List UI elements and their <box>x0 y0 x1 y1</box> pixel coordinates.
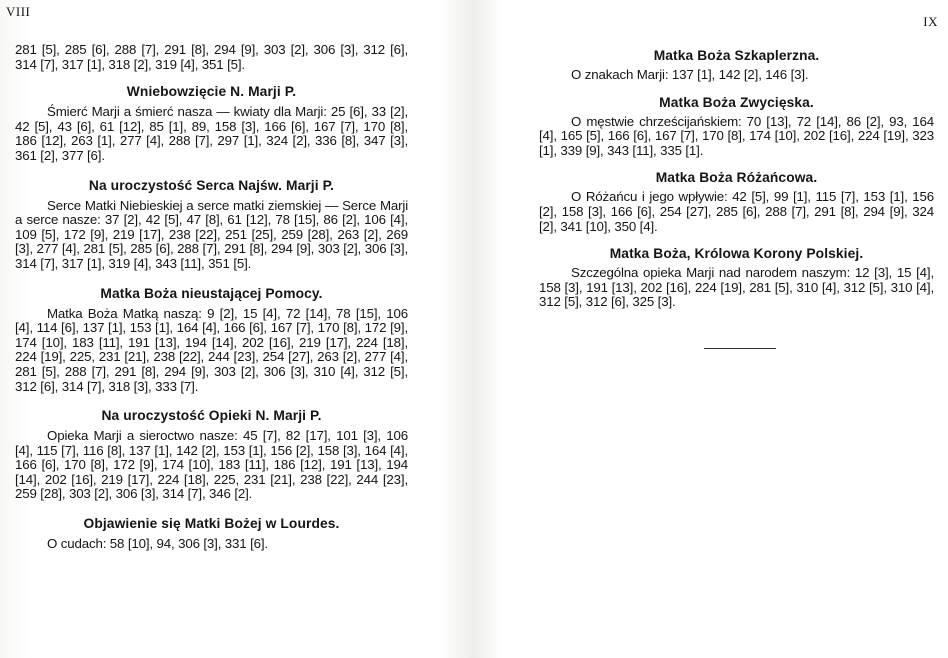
section-text-scapular: O znakach Marji: 137 [1], 142 [2], 146 [3]. <box>571 67 809 82</box>
section-heading-queen-poland: Matka Boża, Królowa Korony Polskiej. <box>609 246 864 262</box>
right-page <box>472 0 948 658</box>
section-heading-heart: Na uroczystość Serca Najśw. Marji P. <box>88 177 335 193</box>
section-heading-scapular: Matka Boża Szkaplerzna. <box>653 48 820 63</box>
section-text-lourdes: O cudach: 58 [10], 94, 306 [3], 331 [6]. <box>47 536 268 552</box>
section-divider-rule <box>704 348 776 349</box>
section-text-victorious: O męstwie chrześcijańskiem: 70 [13], 72 [14], 86 [2], 93, 164 [4], 165 [5], 166 [6], 167 [7], 170 [8], 174 [10], 202 [16], 224 [19], 323 [1], 339 [9], 343 [11], 335 [1]. <box>539 113 934 158</box>
section-heading-victorious: Matka Boża Zwycięska. <box>659 94 814 110</box>
section-text-heart: Serce Matki Niebieskiej a serce matki ziemskiej — Serce Marji a serce nasze: 37 [2], 42 [5], 47 [8], 61 [12], 78 [15], 86 [2], 106 [4], 109 [5], 172 [9], 219 [17], 238 [22], 251 [25], 259 [28], 263 [2], 269 [3], 277 [4], 281 [5], 285 [6], 288 [7], 291 [8], 294 [9], 303 [2], 306 [3], 314 [7], 317 [1], 319 [4], 343 [11], 351 [5]. <box>15 197 408 271</box>
section-text-queen-poland: Szczególna opieka Marji nad narodem naszym: 12 [3], 15 [4], 158 [3], 191 [13], 202 [16], 224 [19], 281 [5], 310 [4], 312 [5], 310 [4], 312 [5], 312 [6], 325 [3]. <box>539 265 934 310</box>
section-heading-protection: Na uroczystość Opieki N. Marji P. <box>101 408 322 424</box>
section-text-rosary: O Różańcu i jego wpływie: 42 [5], 99 [1], 115 [7], 153 [1], 156 [2], 158 [3], 166 [6], 254 [27], 285 [6], 288 [7], 291 [8], 294 [9], 324 [2], 341 [10], 350 [4]. <box>539 189 934 234</box>
section-text-protection: Opieka Marji a sieroctwo nasze: 45 [7], 82 [17], 101 [3], 106 [4], 115 [7], 116 [8], 137 [1], 142 [2], 153 [1], 156 [2], 158 [3], 164 [4], 166 [6], 170 [8], 172 [9], 174 [10], 183 [11], 186 [12], 191 [13], 194 [14], 202 [16], 219 [17], 224 [18], 225, 231 [21], 238 [22], 244 [23], 259 [28], 303 [2], 306 [3], 314 [7], 346 [2]. <box>15 428 408 502</box>
section-heading-rosary: Matka Boża Różańcowa. <box>655 170 818 186</box>
left-column <box>15 43 408 552</box>
right-column <box>539 48 934 310</box>
page-number-left: VIII <box>6 4 31 19</box>
section-text-perpetual-help: Matka Boża Matką naszą: 9 [2], 15 [4], 72 [14], 78 [15], 106 [4], 114 [6], 137 [1], 153 [1], 164 [4], 166 [6], 167 [7], 170 [8], 172 [9], 174 [10], 183 [11], 191 [13], 194 [14], 202 [16], 219 [17], 224 [18], 224 [19], 225, 231 [21], 238 [22], 244 [23], 254 [27], 263 [2], 277 [4], 281 [5], 288 [7], 291 [8], 294 [9], 303 [2], 306 [3], 310 [4], 312 [5], 312 [6], 314 [7], 318 [3], 333 [7]. <box>15 305 408 394</box>
section-heading-perpetual-help: Matka Boża nieustającej Pomocy. <box>100 285 323 301</box>
continuation-text: 281 [5], 285 [6], 288 [7], 291 [8], 294 [9], 303 [2], 306 [3], 312 [6], 314 [7], 317 [1], 318 [2], 319 [4], 351 [5]. <box>15 42 408 72</box>
page-number-right: IX <box>923 14 938 29</box>
section-heading-assumption: Wniebowzięcie N. Marji P. <box>126 84 297 100</box>
left-page <box>0 0 472 658</box>
section-text-assumption: Śmierć Marji a śmierć nasza — kwiaty dla Marji: 25 [6], 33 [2], 42 [5], 43 [6], 61 [12], 85 [1], 89, 158 [3], 166 [6], 167 [7], 170 [8], 186 [12], 263 [1], 277 [4], 288 [7], 297 [1], 324 [2], 336 [8], 347 [3], 361 [2], 377 [6]. <box>15 104 408 163</box>
section-heading-lourdes: Objawienie się Matki Bożej w Lourdes. <box>83 516 340 532</box>
